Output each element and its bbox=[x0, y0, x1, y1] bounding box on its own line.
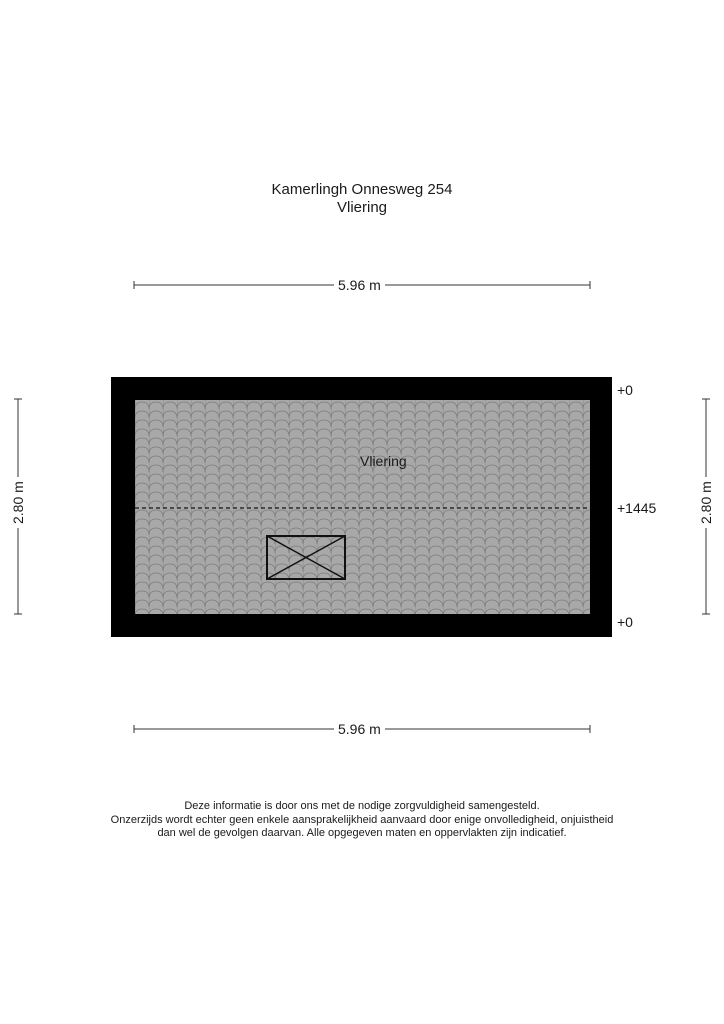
bottom-width-label: 5.96 m bbox=[334, 721, 385, 737]
left-depth-label: 2.80 m bbox=[10, 477, 26, 528]
room-label: Vliering bbox=[360, 453, 407, 469]
level-ridge-label: +1445 bbox=[617, 500, 657, 516]
floor-title: Vliering bbox=[336, 199, 388, 216]
disclaimer-line-3: dan wel de gevolgen daarvan. Alle opgegeven maten en oppervlakten zijn indicatief. bbox=[157, 827, 567, 839]
level-bottom-label: +0 bbox=[617, 614, 633, 630]
address-title: Kamerlingh Onnesweg 254 bbox=[271, 181, 453, 198]
top-width-label: 5.96 m bbox=[334, 277, 385, 293]
level-top-label: +0 bbox=[617, 382, 633, 398]
disclaimer-line-2: Onzerzijds wordt echter geen enkele aansprakelijkheid aanvaard door enige onvolledigheid, onjuistheid bbox=[110, 813, 614, 826]
disclaimer-line-1: Deze informatie is door ons met de nodige zorgvuldigheid samengesteld. bbox=[184, 800, 540, 812]
disclaimer bbox=[0, 800, 724, 841]
roof-tiles bbox=[135, 400, 590, 614]
right-depth-label: 2.80 m bbox=[698, 477, 714, 528]
